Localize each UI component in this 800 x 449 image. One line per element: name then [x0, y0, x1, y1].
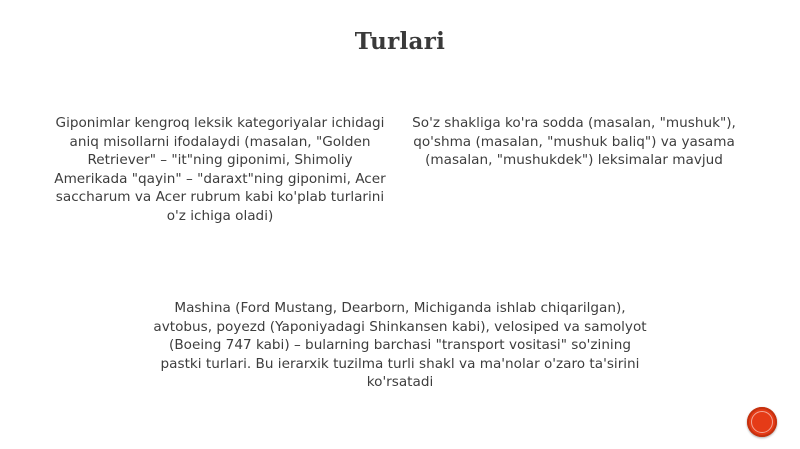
bottom-paragraph: Mashina (Ford Mustang, Dearborn, Michiganda ishlab chiqarilgan), avtobus, poyezd (Yaponiyadagi Shinkansen kabi), velosiped va samolyot (Boeing 747 kabi) – bularning barchasi "transport vositasi" so'zining pastki turlari. Bu ierarxik tuzilma turli shakl va ma'nolar o'zaro ta'sirini ko'rsatadi [153, 300, 647, 391]
right-paragraph: So'z shakliga ko'ra sodda (masalan, "mushuk"), qo'shma (masalan, "mushuk baliq") va yasama (masalan, "mushukdek") leksimalar mavjud [412, 115, 736, 169]
slide-nav-button[interactable] [747, 407, 777, 437]
left-paragraph: Giponimlar kengroq leksik kategoriyalar ichidagi aniq misollarni ifodalaydi (masalan, "Golden Retriever" – "it"ning giponimi, Shimoliy Amerikada "qayin" – "daraxt"ning giponimi, Acer saccharum va Acer rubrum kabi ko'plab turlarini o'z ichiga oladi) [54, 115, 386, 224]
circle-nav-icon [751, 411, 773, 433]
slide-title: Turlari [354, 28, 446, 55]
